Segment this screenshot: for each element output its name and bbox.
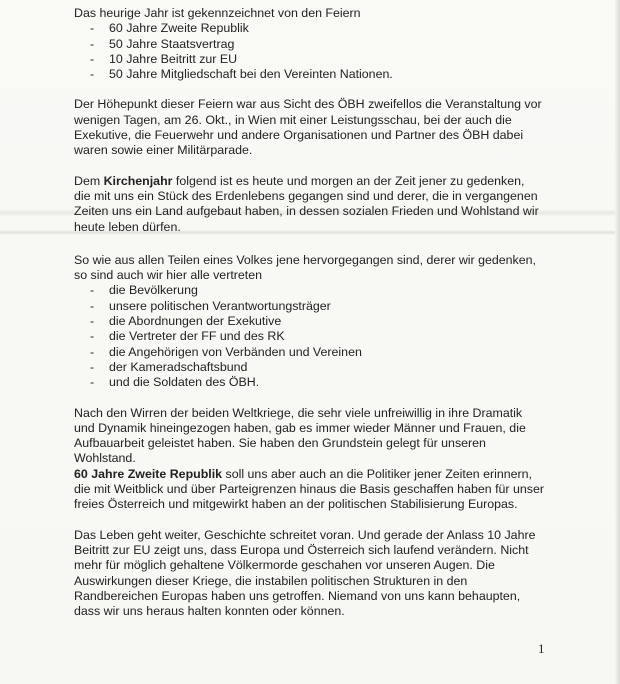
list-item: - und die Soldaten des ÖBH. [74,375,544,390]
paragraph-life-goes-on: Das Leben geht weiter, Geschichte schreitet voran. Und gerade der Anlass 10 Jahre Beitritt zur EU zeigt uns, dass Europa und Österreich sich laufend verändern. Nicht mehr für möglich gehaltene Völkermorde geschahen vor unseren Augen. Die Auswirkungen dieser Kriege, die instabilen politischen Strukturen in den Randbereichen Europas haben uns getroffen. Niemand von uns kann behaupten, dass wir uns heraus halten konnten oder können. [74,527,536,619]
list-item: - die Bevölkerung [74,283,544,298]
anniversary-list [74,21,544,82]
list-item: - 50 Jahre Mitgliedschaft bei den Vereinten Nationen. [74,67,544,82]
list-item: - 10 Jahre Beitritt zur EU [74,52,544,67]
list-item: - die Abordnungen der Exekutive [74,314,544,329]
bold-term: Kirchenjahr [103,173,173,188]
paper-edge [615,0,620,684]
list-item: - 50 Jahre Staatsvertrag [74,37,544,52]
list-item: - unsere politischen Verantwortungsträger [74,299,544,314]
bold-term: 60 Jahre Zweite Republik [74,466,223,481]
paragraph-second-republic: 60 Jahre Zweite Republik soll uns aber auch an die Politiker jener Zeiten erinnern, die mit Weitblick und über Parteigrenzen hinaus die Basis geschaffen haben für unser freies Österreich und mitgewirkt haben an der politischen Stabilisierung Europas. [74,466,544,512]
list-item: - die Vertreter der FF und des RK [74,329,544,344]
paragraph-highlight: Der Höhepunkt dieser Feiern war aus Sicht des ÖBH zweifellos die Veranstaltung vor wenigen Tagen, am 26. Okt., in Wien mit einer Leistungsschau, bei der auch die Exekutive, die Feuerwehr und andere Organisationen und Partner des ÖBH dabei waren sowie einer Militärparade. [74,97,542,158]
list-item: - der Kameradschaftsbund [74,360,544,375]
page-number: 1 [538,641,545,656]
paragraph-church-year: Dem Kirchenjahr folgend ist es heute und morgen an der Zeit jener zu gedenken, die mit uns ein Stück des Erdenlebens gegangen sind und derer, die in vergangenen Zeiten uns ein Land aufgebaut haben, in dessen sozialen Frieden und Wohlstand wir heute leben dürfen. [74,173,539,234]
document-body [74,6,544,619]
paragraph-world-wars: Nach den Wirren der beiden Weltkriege, die sehr viele unfreiwillig in ihre Dramatik und Dynamik hineingezogen haben, gab es immer wieder Männer und Frauen, die Aufbauarbeit geleistet haben. Sie haben den Grundstein gelegt für unseren Wohlstand. [74,405,526,466]
paragraph-representatives-intro: So wie aus allen Teilen eines Volkes jene hervorgegangen sind, derer wir gedenken, so sind auch wir hier alle vertreten [74,252,536,283]
list-item: - die Angehörigen von Verbänden und Vereinen [74,345,544,360]
list-item: - 60 Jahre Zweite Republik [74,21,544,36]
representatives-list [74,283,544,390]
intro-line: Das heurige Jahr ist gekennzeichnet von den Feiern [74,6,361,20]
